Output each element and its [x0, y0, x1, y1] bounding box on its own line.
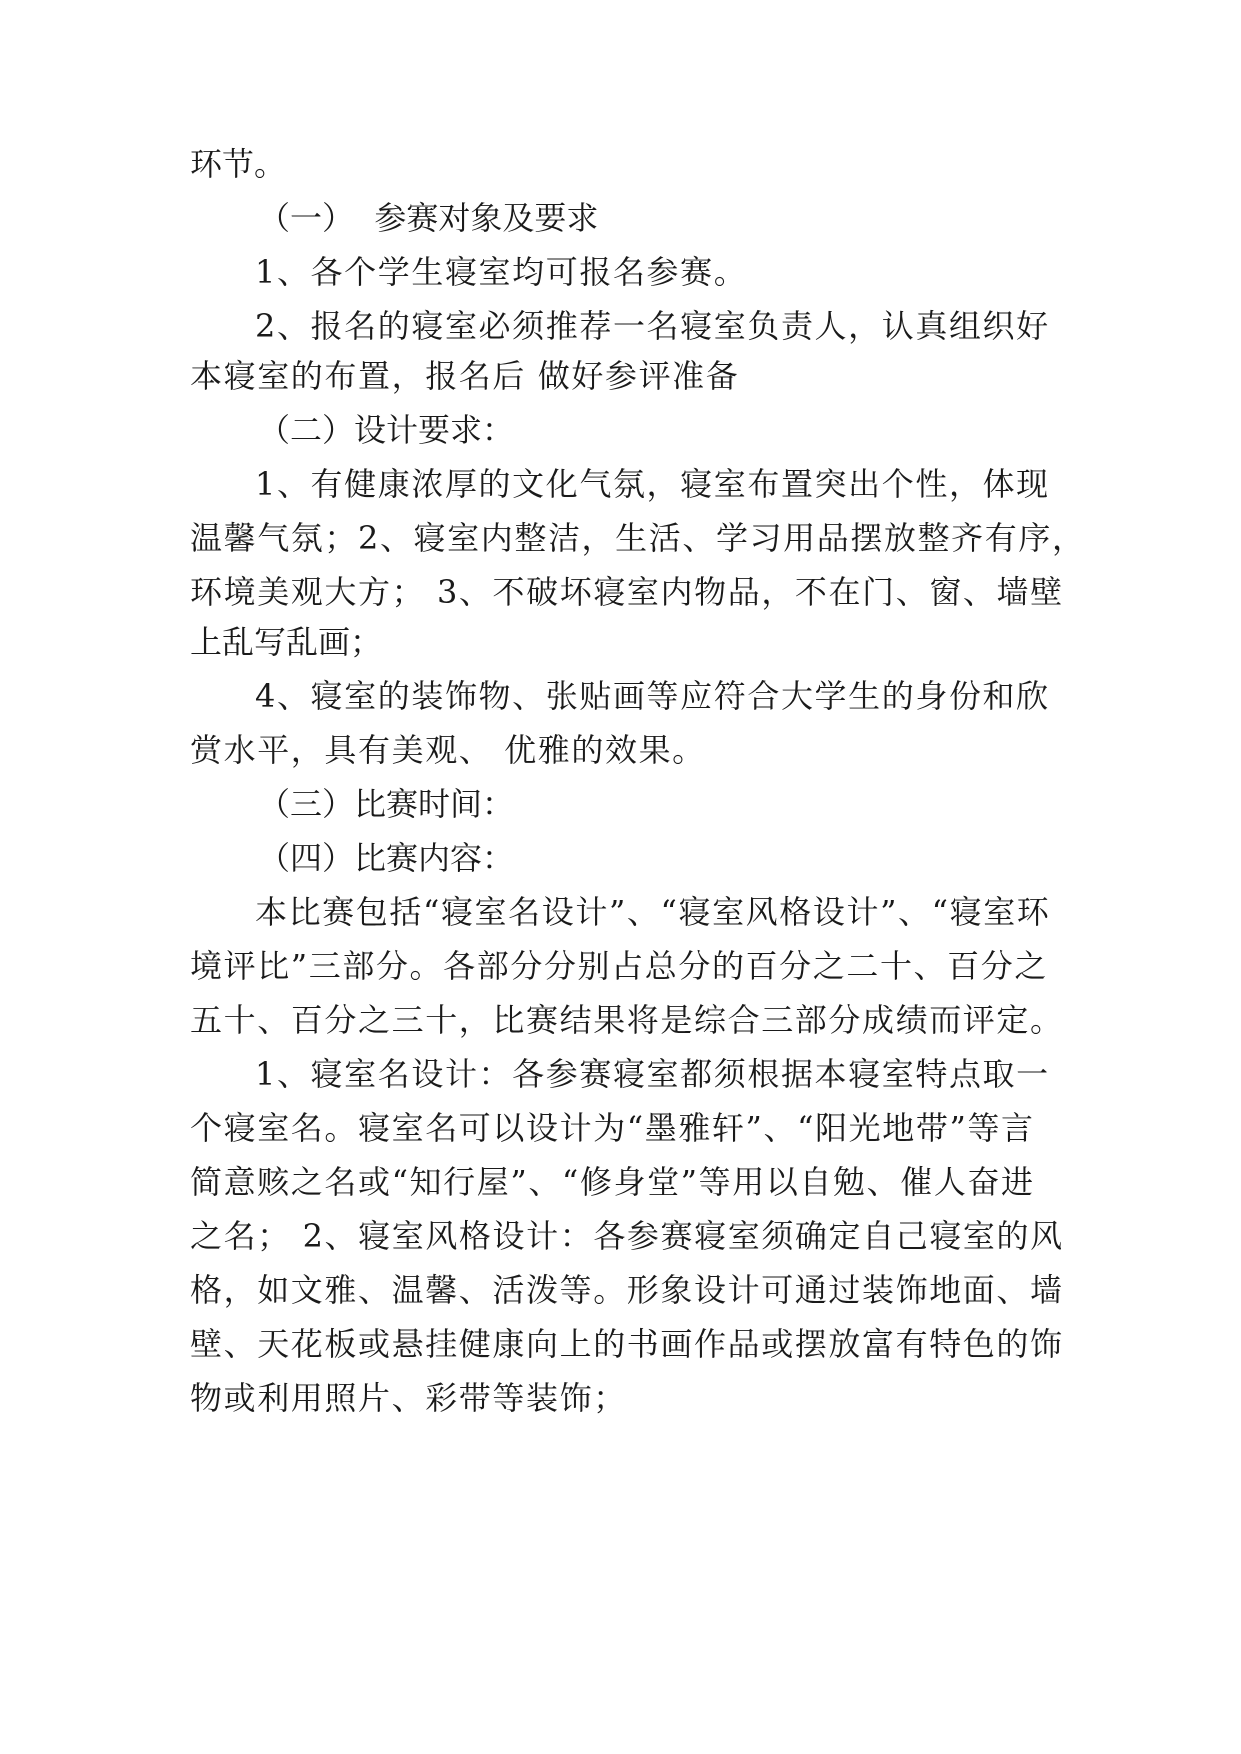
section-heading: （二）设计要求： [258, 411, 515, 449]
text-line: 4、寝室的装饰物、张贴画等应符合大学生的身份和欣 [255, 677, 1050, 715]
text-line: 格，如文雅、温馨、活泼等。形象设计可通过装饰地面、墙 [190, 1271, 1064, 1309]
text-line: 1、有健康浓厚的文化气氛，寝室布置突出个性，体现 [255, 465, 1050, 503]
text-line: 2、报名的寝室必须推荐一名寝室负责人，认真组织好 [255, 307, 1050, 345]
section-heading: （三）比赛时间： [258, 785, 515, 823]
text-line: 之名； 2、寝室风格设计：各参赛寝室须确定自己寝室的风 [190, 1217, 1064, 1255]
text-line: 赏水平，具有美观、 优雅的效果。 [190, 731, 706, 769]
text-line: 1、各个学生寝室均可报名参赛。 [255, 253, 748, 291]
text-line: 本比赛包括“寝室名设计”、“寝室风格设计”、“寝室环 [255, 893, 1051, 931]
text-line: 环境美观大方； 3、不破坏寝室内物品，不在门、窗、墙壁 [190, 573, 1064, 611]
text-line: 本寝室的布置，报名后 做好参评准备 [190, 357, 740, 395]
text-line: 温馨气氛；2、寝室内整洁，生活、学习用品摆放整齐有序， [190, 519, 1086, 557]
text-line: 简意赅之名或“知行屋”、“修身堂”等用以自勉、催人奋进 [190, 1163, 1035, 1201]
text-line: 上乱写乱画； [190, 623, 383, 661]
section-heading: （四）比赛内容： [258, 839, 515, 877]
section-heading: （一） 参赛对象及要求 [258, 199, 599, 237]
text-line: 1、寝室名设计：各参赛寝室都须根据本寝室特点取一 [255, 1055, 1050, 1093]
text-line: 物或利用照片、彩带等装饰； [190, 1379, 627, 1417]
text-line: 个寝室名。寝室名可以设计为“墨雅轩”、“阳光地带”等言 [190, 1109, 1035, 1147]
text-line: 五十、百分之三十，比赛结果将是综合三部分成绩而评定。 [190, 1001, 1064, 1039]
text-line: 境评比”三部分。各部分分别占总分的百分之二十、百分之 [190, 947, 1048, 985]
text-line: 环节。 [190, 145, 287, 183]
text-line: 壁、天花板或悬挂健康向上的书画作品或摆放富有特色的饰 [190, 1325, 1064, 1363]
